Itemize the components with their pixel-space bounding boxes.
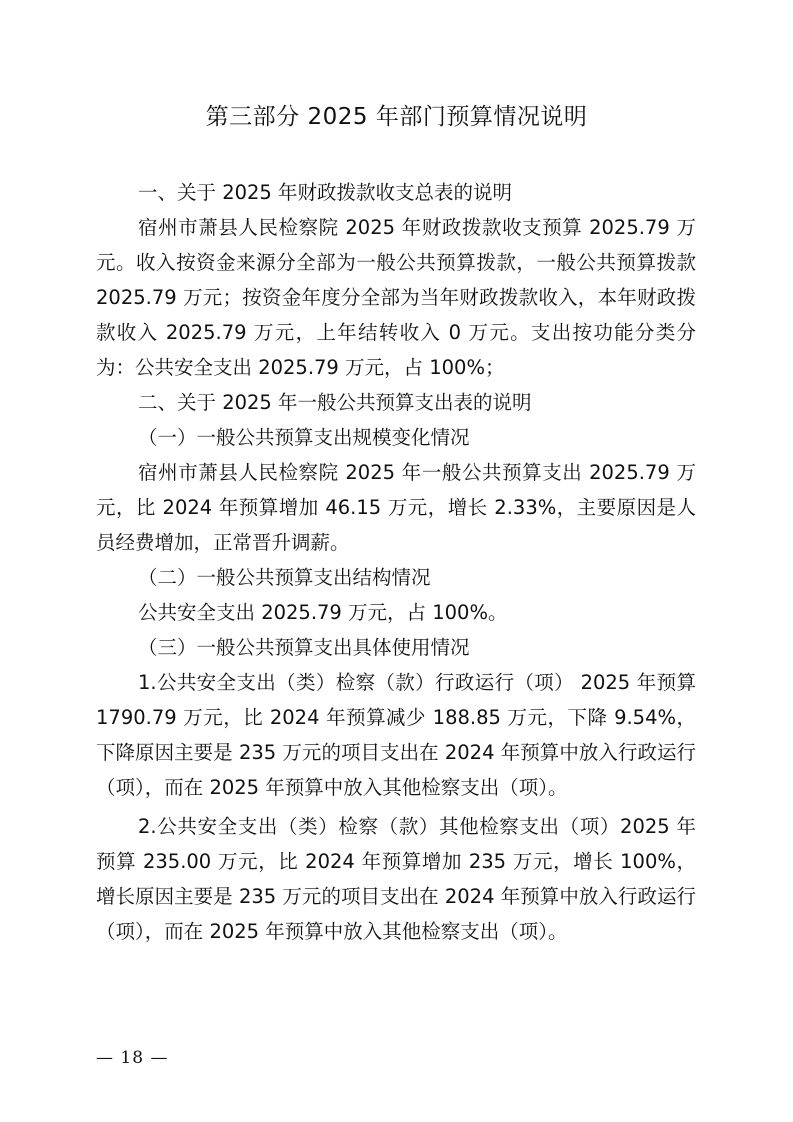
paragraph-item-2: 2.公共安全支出（类）检察（款）其他检察支出（项）2025 年预算 235.00 万元，比 2024 年预算增加 235 万元，增长 100%，增长原因主要是 235 万元的项目支出在 2024 年预算中放入行政运行（项），而在 2025 年预算中放入其他检察支出（项）。 [96,815,696,943]
page-title: 第三部分 2025 年部门预算情况说明 [205,104,588,130]
subsection-heading-2: （二）一般公共预算支出结构情况 [138,566,431,589]
paragraph-item-1: 1.公共安全支出（类）检察（款）行政运行（项） 2025 年预算 1790.79 万元，比 2024 年预算减少 188.85 万元，下降 9.54%，下降原因主要是 235 万元的项目支出在 2024 年预算中放入行政运行（项），而在 2025 年预算中放入其他检察支出（项）。 [96,671,696,799]
section-heading-2: 二、关于 2025 年一般公共预算支出表的说明 [138,391,532,414]
paragraph-fiscal-summary: 宿州市萧县人民检察院 2025 年财政拨款收支预算 2025.79 万元。收入按资金来源分全部为一般公共预算拨款，一般公共预算拨款 2025.79 万元；按资金年度分全部为当年财政拨款收入，本年财政拨款收入 2025.79 万元，上年结转收入 0 万元。支出按功能分类分为：公共安全支出 2025.79 万元，占 100%； [96,216,696,379]
paragraph-structure: 公共安全支出 2025.79 万元，占 100%。 [138,601,508,624]
subsection-heading-3: （三）一般公共预算支出具体使用情况 [138,636,470,659]
paragraph-scale-change: 宿州市萧县人民检察院 2025 年一般公共预算支出 2025.79 万元，比 2024 年预算增加 46.15 万元，增长 2.33%，主要原因是人员经费增加，正常晋升调薪。 [96,461,696,554]
page-number: — 18 — [96,1048,169,1068]
document-body [96,175,696,949]
section-heading-1: 一、关于 2025 年财政拨款收支总表的说明 [138,181,513,204]
subsection-heading-1: （一）一般公共预算支出规模变化情况 [138,426,470,449]
